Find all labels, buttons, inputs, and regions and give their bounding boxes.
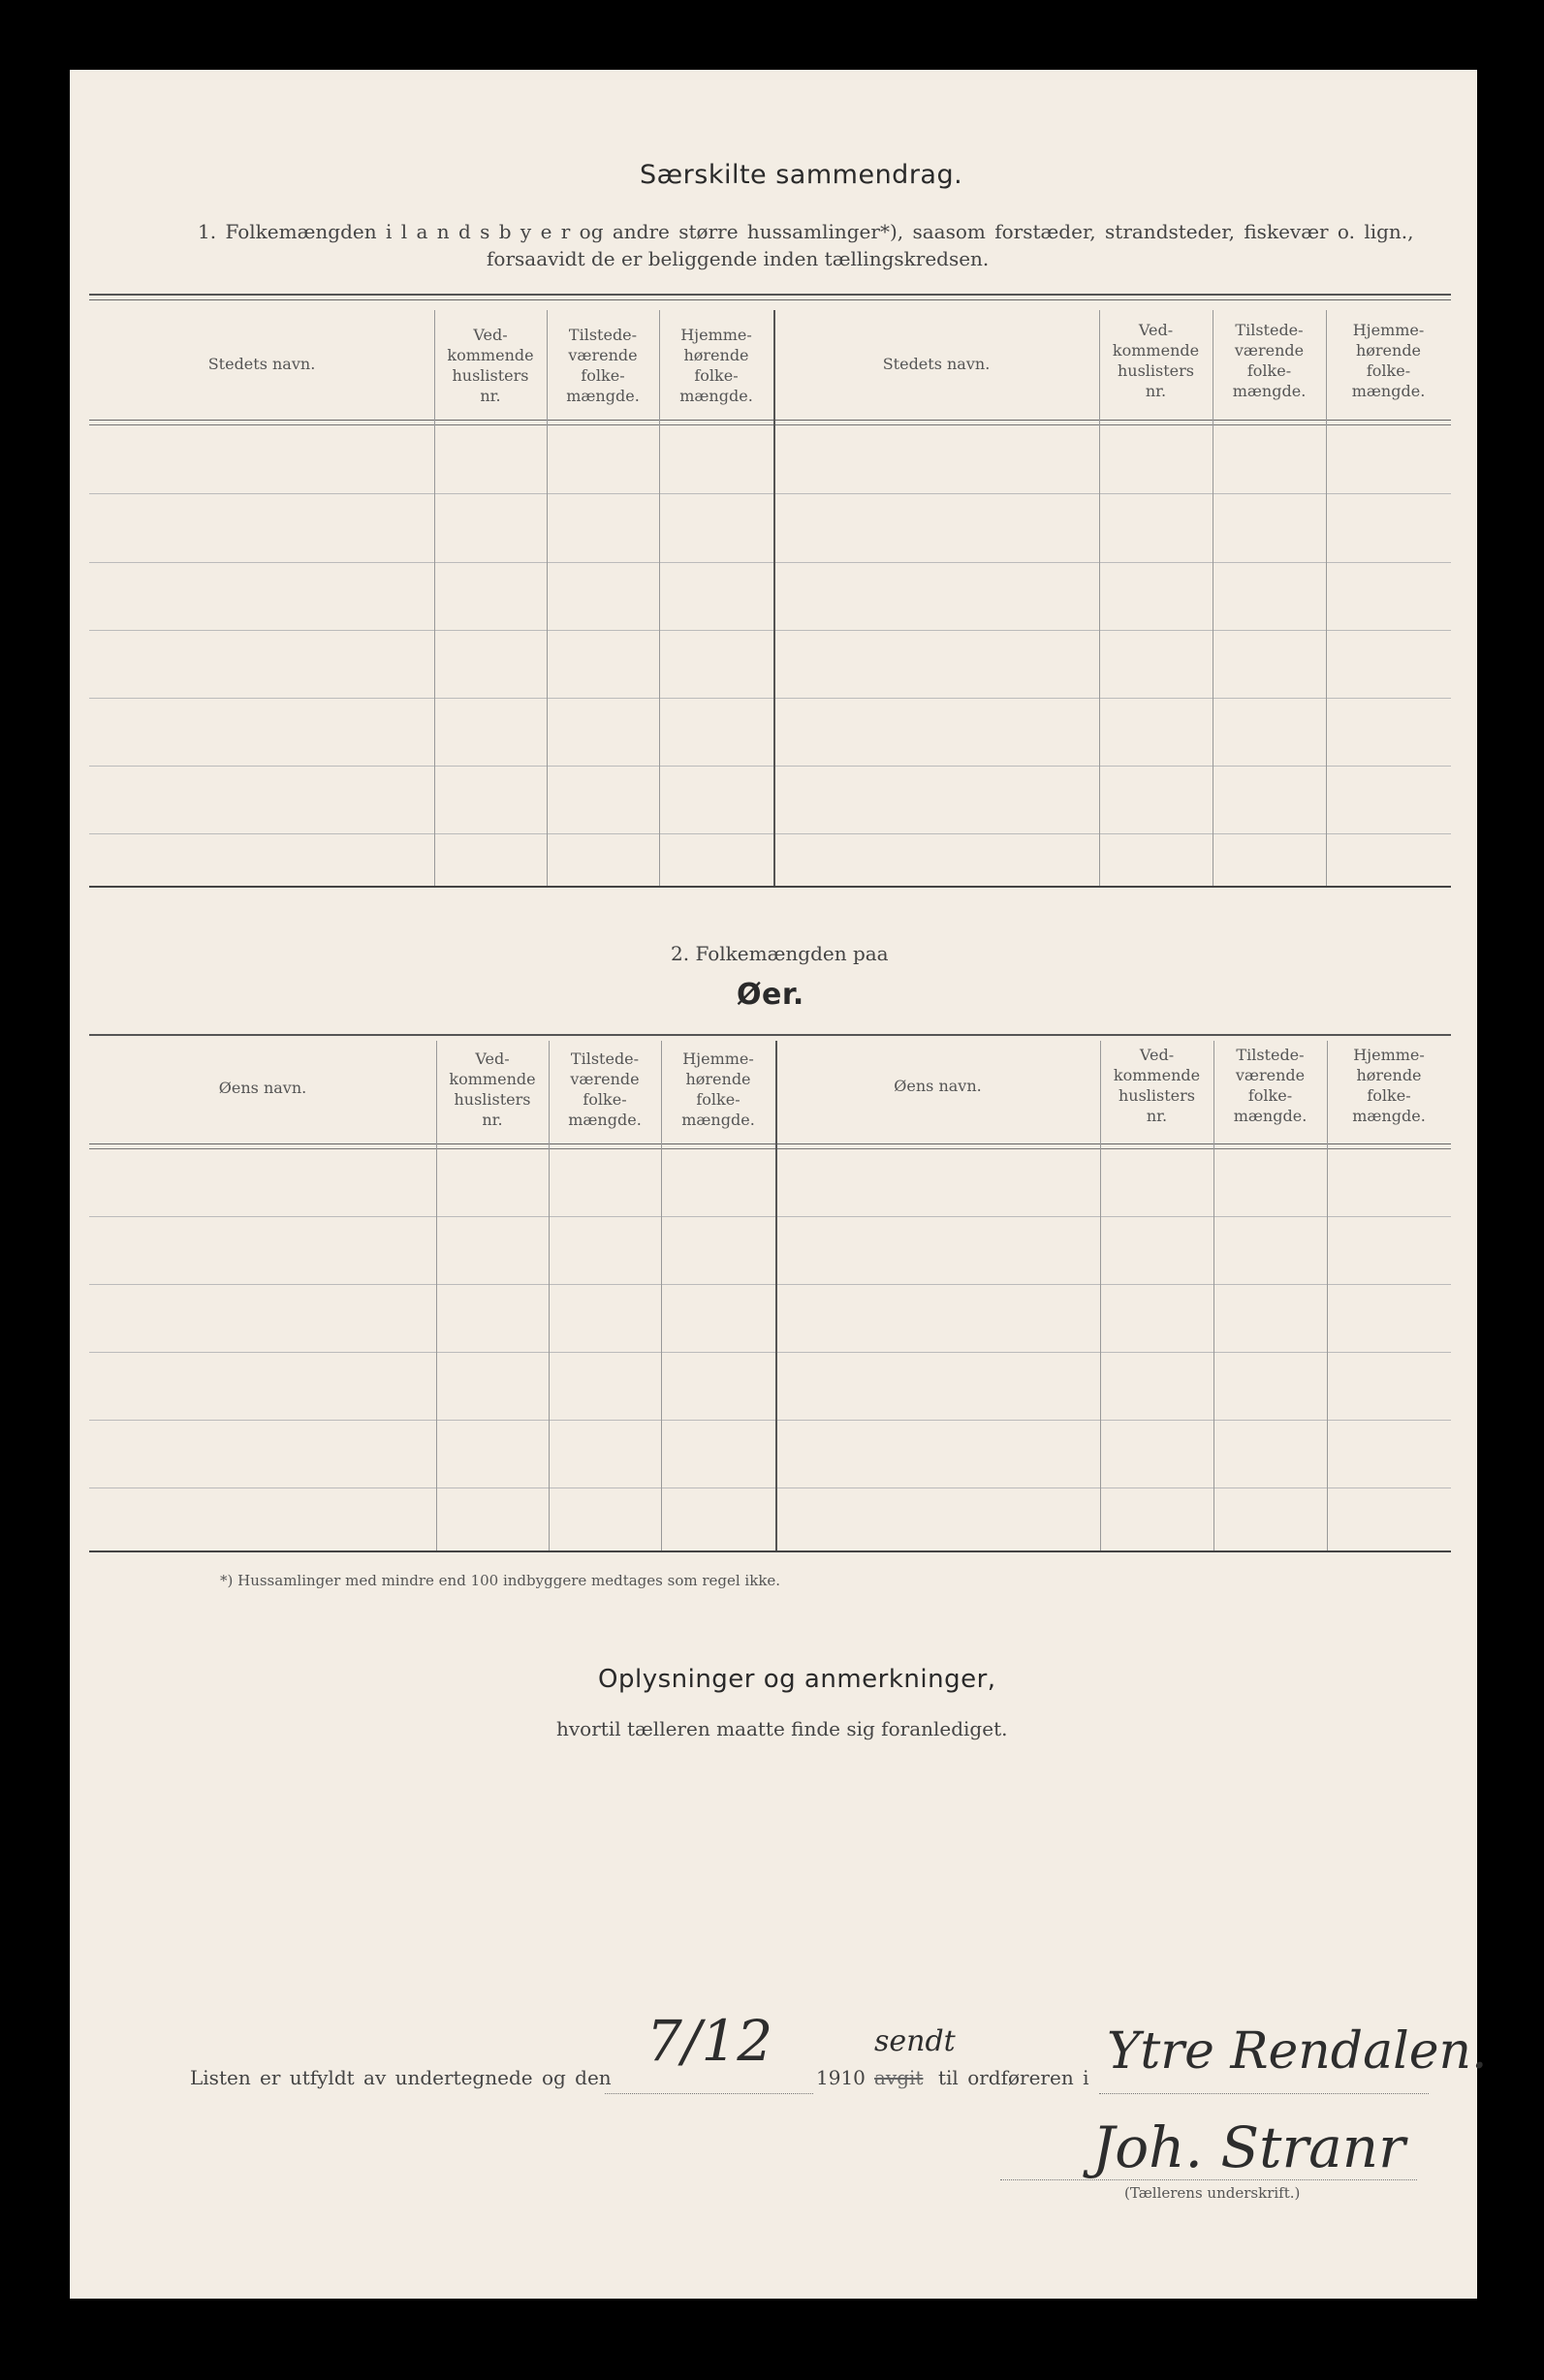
signature-suffix: til ordføreren i: [938, 2066, 1089, 2089]
footnote: *) Hussamlinger med mindre end 100 indbyggere medtages som regel ikke.: [220, 1572, 781, 1589]
signature-prefix: Listen er utfyldt av undertegnede og den: [190, 2066, 612, 2089]
t1-col-tilstedevaerende-2: Tilstede- værende folke- mængde.: [1232, 321, 1307, 400]
t2-col-tilstedevaerende-2: Tilstede- værende folke- mængde.: [1233, 1046, 1308, 1125]
t1-col-tilstedevaerende: Tilstede- værende folke- mængde.: [566, 326, 640, 405]
signature-caption: (Tællerens underskrift.): [1124, 2184, 1301, 2202]
t1-col-hjemmehorende-2: Hjemme- hørende folke- mængde.: [1351, 321, 1426, 400]
remarks-subtitle: hvortil tælleren maatte finde sig foranlediget.: [556, 1717, 1008, 1740]
census-form-page: [70, 70, 1488, 2299]
page-title: Særskilte sammendrag.: [640, 160, 963, 190]
section1-line2: forsaavidt de er beliggende inden tællingskredsen.: [487, 247, 990, 270]
t2-col-tilstedevaerende: Tilstede- værende folke- mængde.: [568, 1049, 642, 1129]
t1-col-hjemmehorende: Hjemme- hørende folke- mængde.: [679, 326, 753, 405]
remarks-title: Oplysninger og anmerkninger,: [598, 1665, 996, 1694]
t2-col-oens-navn: Øens navn.: [218, 1079, 307, 1097]
t1-col-husliste-nr: Ved- kommende huslisters nr.: [447, 326, 534, 405]
handwritten-signature: Joh. Stranr: [1092, 2114, 1405, 2180]
handwritten-sendt: sendt: [874, 2024, 956, 2058]
t2-col-oens-navn-2: Øens navn.: [894, 1077, 982, 1095]
section2-line1: 2. Folkemængden paa: [671, 942, 889, 965]
t1-col-stedets-navn: Stedets navn.: [207, 355, 316, 373]
section2-title: Øer.: [737, 978, 804, 1012]
handwritten-date: 7/12: [646, 2008, 773, 2074]
t2-col-husliste-nr: Ved- kommende huslisters nr.: [449, 1049, 536, 1129]
avgit-struck: avgit: [874, 2066, 924, 2089]
t1-col-stedets-navn-2: Stedets navn.: [882, 355, 991, 373]
t2-col-husliste-nr-2: Ved- kommende huslisters nr.: [1113, 1046, 1201, 1125]
section1-line1: 1. Folkemængden i l a n d s b y e r og andre større hussamlinger*), saasom forstæder, strandsteder, fiskevær o. lign.,: [198, 220, 1414, 243]
t2-col-hjemmehorende: Hjemme- hørende folke- mængde.: [681, 1049, 755, 1129]
year: 1910: [816, 2066, 866, 2089]
t1-col-husliste-nr-2: Ved- kommende huslisters nr.: [1112, 321, 1200, 400]
t2-col-hjemmehorende-2: Hjemme- hørende folke- mængde.: [1352, 1046, 1426, 1125]
handwritten-place: Ytre Rendalen.: [1107, 2022, 1488, 2081]
